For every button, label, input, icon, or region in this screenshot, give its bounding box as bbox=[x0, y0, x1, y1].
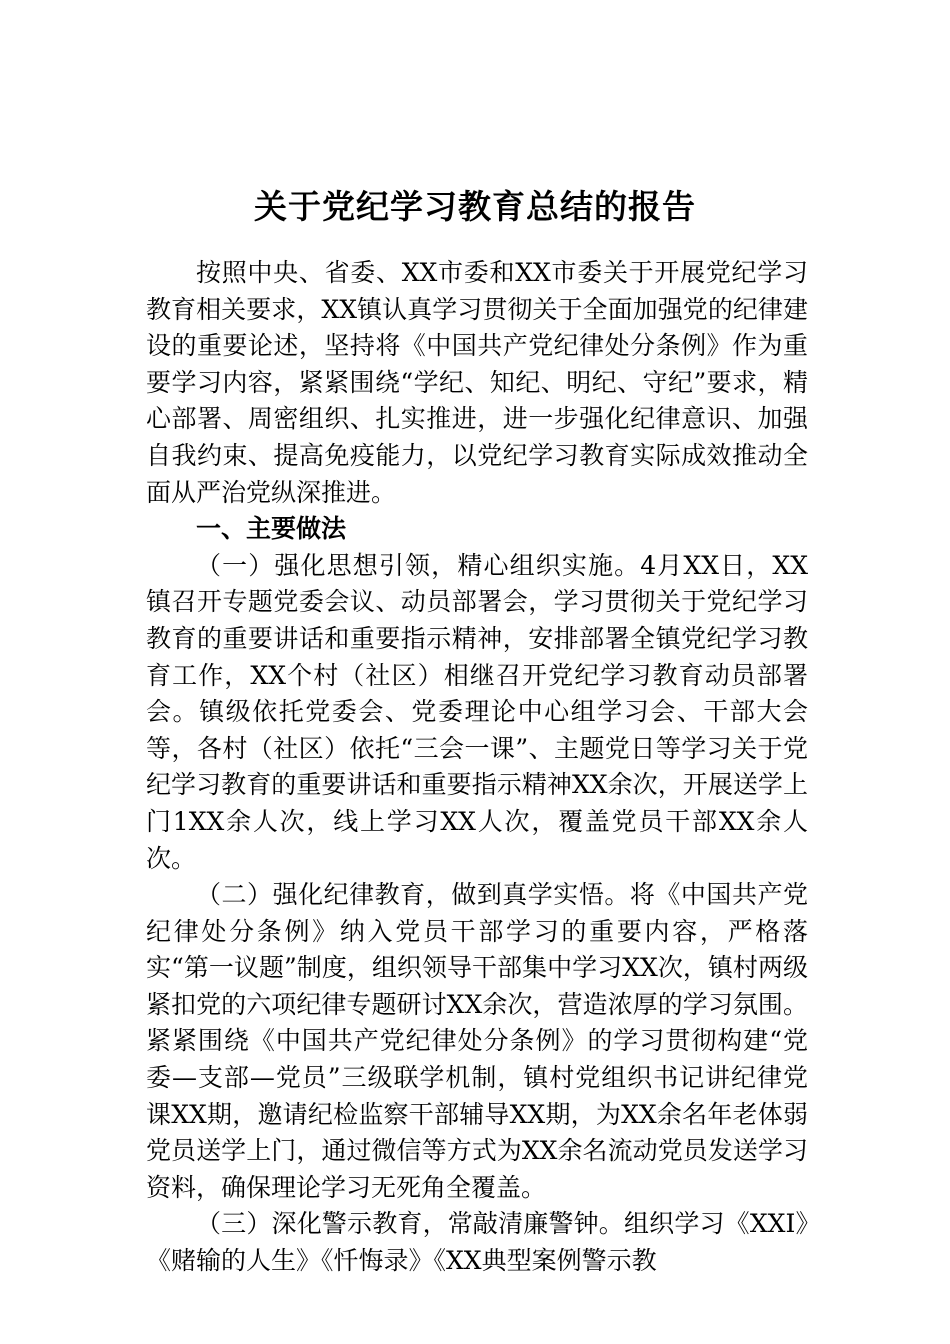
section-heading: 一、主要做法 bbox=[196, 514, 347, 544]
paragraph-2: （二）强化纪律教育，做到真学实悟。将《中国共产党纪律处分条例》纳入党员干部学习的重要内容，严格落实“第一议题”制度，组织领导干部集中学习XX次，镇村两级紧扣党的六项纪律专题研讨XX余次，营造浓厚的学习氛围。紧紧围绕《中国共产党纪律处分条例》的学习贯彻构建“党委—支部—党员”三级联学机制，镇村党组织书记讲纪律党课XX期，邀请纪检监察干部辅导XX期，为XX余名年老体弱党员送学上门，通过微信等方式为XX余名流动党员发送学习资料，确保理论学习无死角全覆盖。 bbox=[146, 880, 808, 1202]
paragraph-1: （一）强化思想引领，精心组织实施。4月XX日，XX镇召开专题党委会议、动员部署会，学习贯彻关于党纪学习教育的重要讲话和重要指示精神，安排部署全镇党纪学习教育工作，XX个村（社区）相继召开党纪学习教育动员部署会。镇级依托党委会、党委理论中心组学习会、干部大会等，各村（社区）依托“三会一课”、主题党日等学习关于党纪学习教育的重要讲话和重要指示精神XX余次，开展送学上门1XX余人次，线上学习XX人次，覆盖党员干部XX余人次。 bbox=[146, 550, 808, 873]
paragraph-3: （三）深化警示教育，常敲清廉警钟。组织学习《XXI》《赌输的人生》《忏悔录》《XX典型案例警示教 bbox=[146, 1209, 808, 1276]
document-body bbox=[146, 255, 808, 1280]
intro-paragraph: 按照中央、省委、XX市委和XX市委关于开展党纪学习教育相关要求，XX镇认真学习贯彻关于全面加强党的纪律建设的重要论述，坚持将《中国共产党纪律处分条例》作为重要学习内容，紧紧围绕“学纪、知纪、明纪、守纪”要求，精心部署、周密组织、扎实推进，进一步强化纪律意识、加强自我约束、提高免疫能力，以党纪学习教育实际成效推动全面从严治党纵深推进。 bbox=[146, 258, 808, 507]
document-title: 关于党纪学习教育总结的报告 bbox=[254, 187, 696, 227]
